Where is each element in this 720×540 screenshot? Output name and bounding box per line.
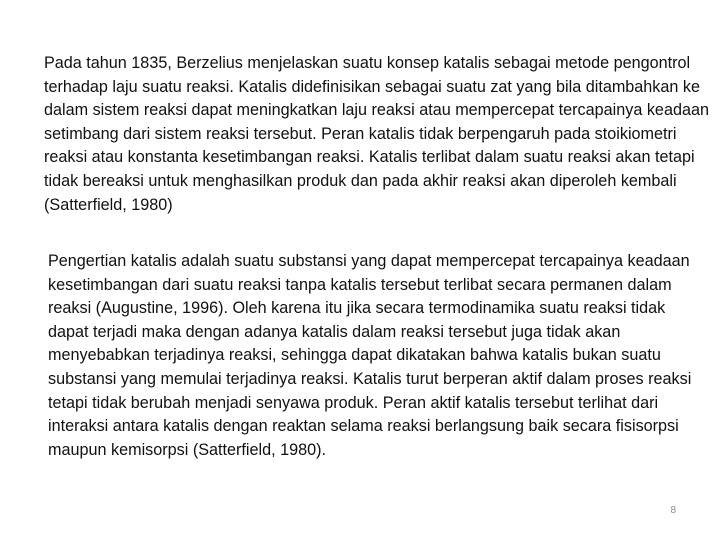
page-number: 8 [670, 505, 676, 516]
paragraph-berzelius-definition: Pada tahun 1835, Berzelius menjelaskan suatu konsep katalis sebagai metode pengontrol terhadap laju suatu reaksi. Katalis didefinisikan sebagai suatu zat yang bila ditambahkan ke dalam sistem reaksi dapat meningkatkan laju reaksi atau mempercepat tercapainya keadaan setimbang dari sistem reaksi tersebut. Peran katalis tidak berpengaruh pada stoikiometri reaksi atau konstanta kesetimbangan reaksi. Katalis terlibat dalam suatu reaksi akan tetapi tidak bereaksi untuk menghasilkan produk dan pada akhir reaksi akan diperoleh kembali (Satterfield, 1980) [44, 54, 709, 214]
paragraph-catalyst-definition: Pengertian katalis adalah suatu substansi yang dapat mempercepat tercapainya keadaan kesetimbangan dari suatu reaksi tanpa katalis tersebut terlibat secara permanen dalam reaksi (Augustine, 1996). Oleh karena itu jika secara termodinamika suatu reaksi tidak dapat terjadi maka dengan adanya katalis dalam reaksi tersebut juga tidak akan menyebabkan terjadinya reaksi, sehingga dapat dikatakan bahwa katalis bukan suatu substansi yang memulai terjadinya reaksi. Katalis turut berperan aktif dalam proses reaksi tetapi tidak berubah menjadi senyawa produk. Peran aktif katalis tersebut terlihat dari interaksi antara katalis dengan reaktan selama reaksi berlangsung baik secara fisisorpsi maupun kemisorpsi (Satterfield, 1980). [48, 252, 692, 459]
